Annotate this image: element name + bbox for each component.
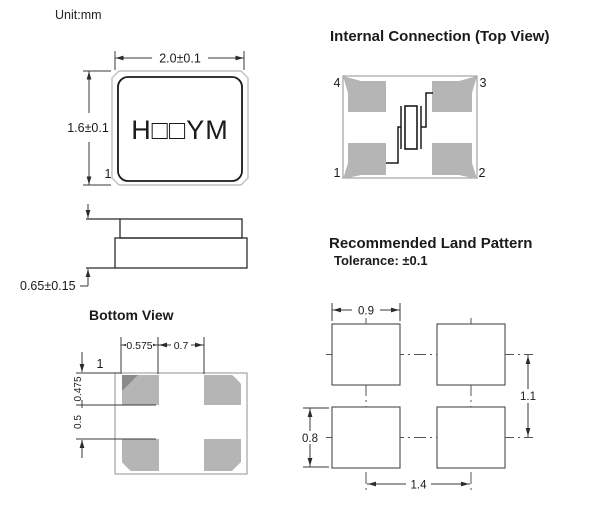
side-view-height-dimension xyxy=(20,204,88,293)
land-pattern-pitch-x-dimension xyxy=(367,478,470,492)
package-marking: H□□YM xyxy=(131,115,229,145)
internal-pin4-label: 4 xyxy=(333,76,341,90)
top-view-drawing xyxy=(67,51,248,185)
land-pattern-tolerance: Tolerance: ±0.1 xyxy=(334,253,428,268)
bottom-view-drawing xyxy=(73,307,247,474)
land-pad-bottom-left xyxy=(332,407,400,468)
side-view-height-label: 0.65±0.15 xyxy=(20,279,76,293)
land-pad-height-label: 0.8 xyxy=(302,433,318,445)
internal-connection-drawing xyxy=(330,28,549,180)
internal-connection-title: Internal Connection (Top View) xyxy=(330,28,550,45)
land-pattern-pad-height-dimension xyxy=(298,408,329,467)
side-view-lid xyxy=(120,219,242,238)
land-pad-bottom-right xyxy=(437,407,505,468)
bottom-view-pad-gap-label: 0.7 xyxy=(173,340,189,352)
land-pattern-pitch-y-dimension xyxy=(517,355,540,437)
internal-pin3-label: 3 xyxy=(479,76,487,90)
bottom-view-pad-width-label: 0.575 xyxy=(126,340,153,352)
land-pad-width-label: 0.9 xyxy=(358,305,374,318)
top-view-width-dimension xyxy=(115,51,244,70)
land-pad-top-right xyxy=(437,324,505,385)
bottom-pad-3 xyxy=(204,439,241,471)
land-pad-top-left xyxy=(332,324,400,385)
land-pattern-drawing xyxy=(298,235,540,492)
top-view-width-label: 2.0±0.1 xyxy=(159,51,201,66)
land-pitch-y-label: 1.1 xyxy=(520,391,536,403)
internal-pin2-label: 2 xyxy=(478,166,486,180)
bottom-view-pin1-label: 1 xyxy=(96,357,104,371)
bottom-view-title: Bottom View xyxy=(89,307,174,323)
internal-pin1-label: 1 xyxy=(333,166,341,180)
land-pattern-title: Recommended Land Pattern xyxy=(329,235,533,252)
unit-label: Unit:mm xyxy=(55,8,102,22)
top-view-height-label: 1.6±0.1 xyxy=(67,121,109,135)
top-view-pin1-label: 1 xyxy=(104,167,112,181)
land-pitch-x-label: 1.4 xyxy=(410,479,427,492)
side-view-base xyxy=(115,238,247,268)
bottom-view-row-gap-label: 0.5 xyxy=(73,415,84,429)
bottom-view-horizontal-dimensions xyxy=(121,337,204,374)
bottom-view-pad-height-label: 0.475 xyxy=(73,376,84,402)
side-view-drawing xyxy=(20,204,247,293)
bottom-pad-4 xyxy=(122,439,159,471)
bottom-pad-2 xyxy=(204,375,241,405)
